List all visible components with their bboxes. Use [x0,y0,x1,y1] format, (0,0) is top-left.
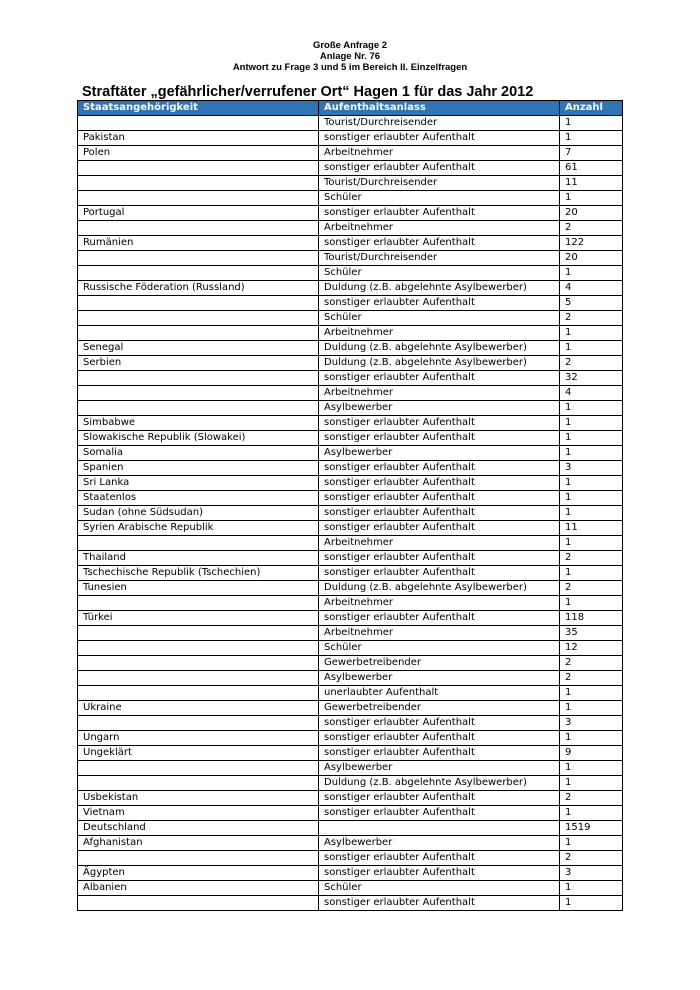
cell-nationality [78,641,319,656]
table-row [78,146,623,161]
cell-residence-reason: sonstiger erlaubter Aufenthalt [319,806,560,821]
table-row [78,386,623,401]
cell-count: 1519 [560,821,623,836]
cell-nationality [78,776,319,791]
cell-count: 2 [560,656,623,671]
cell-residence-reason: Asylbewerber [319,761,560,776]
cell-count: 1 [560,341,623,356]
table-row [78,416,623,431]
table-row [78,131,623,146]
cell-nationality: Russische Föderation (Russland) [78,281,319,296]
table-row [78,716,623,731]
table-row [78,701,623,716]
cell-residence-reason: sonstiger erlaubter Aufenthalt [319,416,560,431]
table-row [78,176,623,191]
cell-count: 2 [560,311,623,326]
cell-residence-reason: sonstiger erlaubter Aufenthalt [319,851,560,866]
table-row [78,686,623,701]
cell-count: 1 [560,881,623,896]
table-row [78,536,623,551]
cell-residence-reason: sonstiger erlaubter Aufenthalt [319,461,560,476]
table-row [78,566,623,581]
cell-count: 32 [560,371,623,386]
cell-residence-reason: Tourist/Durchreisender [319,251,560,266]
cell-nationality: Albanien [78,881,319,896]
cell-nationality [78,266,319,281]
cell-residence-reason: Duldung (z.B. abgelehnte Asylbewerber) [319,341,560,356]
cell-residence-reason: sonstiger erlaubter Aufenthalt [319,521,560,536]
cell-count: 1 [560,131,623,146]
table-row [78,821,623,836]
cell-count: 5 [560,296,623,311]
table-row [78,371,623,386]
table-row [78,191,623,206]
cell-residence-reason: Arbeitnehmer [319,596,560,611]
cell-nationality: Ukraine [78,701,319,716]
cell-nationality [78,161,319,176]
cell-nationality [78,656,319,671]
cell-count: 1 [560,896,623,911]
cell-count: 1 [560,431,623,446]
table-row [78,761,623,776]
header-line-inquiry: Große Anfrage 2 [312,40,388,51]
cell-count: 3 [560,461,623,476]
cell-count: 7 [560,146,623,161]
cell-nationality [78,851,319,866]
cell-residence-reason: sonstiger erlaubter Aufenthalt [319,371,560,386]
cell-count: 3 [560,716,623,731]
cell-count: 2 [560,356,623,371]
cell-count: 4 [560,386,623,401]
table-row [78,491,623,506]
cell-residence-reason: Arbeitnehmer [319,386,560,401]
cell-count: 1 [560,686,623,701]
table-row [78,581,623,596]
cell-nationality: Pakistan [78,131,319,146]
cell-nationality: Slowakische Republik (Slowakei) [78,431,319,446]
cell-residence-reason: Asylbewerber [319,446,560,461]
cell-residence-reason: Arbeitnehmer [319,221,560,236]
cell-residence-reason: sonstiger erlaubter Aufenthalt [319,236,560,251]
cell-nationality: Vietnam [78,806,319,821]
table-row [78,521,623,536]
cell-residence-reason: Schüler [319,266,560,281]
cell-nationality: Afghanistan [78,836,319,851]
cell-nationality: Tunesien [78,581,319,596]
cell-nationality: Syrien Arabische Republik [78,521,319,536]
cell-count: 1 [560,506,623,521]
cell-nationality [78,596,319,611]
cell-nationality [78,761,319,776]
cell-residence-reason: sonstiger erlaubter Aufenthalt [319,491,560,506]
cell-residence-reason: Schüler [319,311,560,326]
cell-count: 1 [560,596,623,611]
cell-residence-reason: Duldung (z.B. abgelehnte Asylbewerber) [319,356,560,371]
cell-nationality [78,716,319,731]
column-header-count: Anzahl [560,101,623,116]
cell-nationality: Serbien [78,356,319,371]
cell-nationality [78,386,319,401]
cell-count: 3 [560,866,623,881]
table-row [78,431,623,446]
table-row [78,206,623,221]
table-body [78,116,623,911]
header-line-answer: Antwort zu Frage 3 und 5 im Bereich II. Einzelfragen [232,62,468,73]
table-row [78,596,623,611]
cell-count: 122 [560,236,623,251]
cell-residence-reason: sonstiger erlaubter Aufenthalt [319,476,560,491]
cell-count: 1 [560,266,623,281]
table-row [78,401,623,416]
table-row [78,311,623,326]
cell-nationality: Portugal [78,206,319,221]
cell-count: 35 [560,626,623,641]
cell-residence-reason: sonstiger erlaubter Aufenthalt [319,731,560,746]
cell-count: 1 [560,536,623,551]
cell-count: 2 [560,791,623,806]
cell-count: 118 [560,611,623,626]
column-header-nationality: Staatsangehörigkeit [78,101,319,116]
cell-nationality [78,176,319,191]
cell-count: 1 [560,731,623,746]
column-header-residence-reason: Aufenthaltsanlass [319,101,560,116]
cell-residence-reason: Schüler [319,641,560,656]
cell-count: 20 [560,251,623,266]
table-row [78,611,623,626]
cell-residence-reason: sonstiger erlaubter Aufenthalt [319,296,560,311]
cell-nationality: Sudan (ohne Südsudan) [78,506,319,521]
cell-nationality [78,311,319,326]
cell-count: 1 [560,326,623,341]
cell-nationality: Ungarn [78,731,319,746]
document-header [0,40,700,73]
table-row [78,356,623,371]
cell-residence-reason: Tourist/Durchreisender [319,116,560,131]
cell-residence-reason: unerlaubter Aufenthalt [319,686,560,701]
cell-residence-reason: sonstiger erlaubter Aufenthalt [319,161,560,176]
cell-residence-reason: Schüler [319,881,560,896]
cell-residence-reason: sonstiger erlaubter Aufenthalt [319,131,560,146]
cell-residence-reason: Asylbewerber [319,401,560,416]
cell-nationality [78,116,319,131]
cell-count: 1 [560,836,623,851]
table-row [78,896,623,911]
cell-nationality [78,371,319,386]
table-row [78,836,623,851]
table-row [78,266,623,281]
cell-residence-reason: sonstiger erlaubter Aufenthalt [319,431,560,446]
table-row [78,776,623,791]
cell-nationality: Usbekistan [78,791,319,806]
cell-residence-reason [319,821,560,836]
table-row [78,251,623,266]
cell-count: 12 [560,641,623,656]
cell-nationality: Ungeklärt [78,746,319,761]
cell-count: 11 [560,176,623,191]
cell-residence-reason: Asylbewerber [319,671,560,686]
cell-count: 1 [560,806,623,821]
cell-residence-reason: Arbeitnehmer [319,626,560,641]
cell-count: 1 [560,446,623,461]
cell-residence-reason: Arbeitnehmer [319,326,560,341]
table-row [78,656,623,671]
cell-count: 2 [560,851,623,866]
cell-residence-reason: sonstiger erlaubter Aufenthalt [319,566,560,581]
table-row [78,506,623,521]
cell-residence-reason: Duldung (z.B. abgelehnte Asylbewerber) [319,281,560,296]
table-row [78,221,623,236]
cell-nationality [78,401,319,416]
cell-count: 11 [560,521,623,536]
cell-nationality: Ägypten [78,866,319,881]
table-row [78,851,623,866]
cell-residence-reason: sonstiger erlaubter Aufenthalt [319,746,560,761]
cell-residence-reason: Asylbewerber [319,836,560,851]
cell-nationality [78,221,319,236]
cell-residence-reason: sonstiger erlaubter Aufenthalt [319,866,560,881]
table-row [78,296,623,311]
table-row [78,791,623,806]
cell-count: 2 [560,581,623,596]
cell-count: 1 [560,401,623,416]
cell-nationality [78,191,319,206]
table-row [78,446,623,461]
table-row [78,116,623,131]
table-row [78,881,623,896]
table-row [78,161,623,176]
table-header-row [78,101,623,116]
cell-count: 20 [560,206,623,221]
cell-nationality: Türkei [78,611,319,626]
table-row [78,626,623,641]
cell-residence-reason: Schüler [319,191,560,206]
cell-count: 61 [560,161,623,176]
table-row [78,281,623,296]
table-row [78,746,623,761]
table-row [78,671,623,686]
offender-table [77,100,623,911]
cell-nationality [78,326,319,341]
cell-nationality [78,896,319,911]
cell-residence-reason: sonstiger erlaubter Aufenthalt [319,716,560,731]
cell-count: 2 [560,671,623,686]
cell-count: 9 [560,746,623,761]
table-row [78,461,623,476]
cell-count: 2 [560,221,623,236]
cell-count: 1 [560,761,623,776]
cell-nationality: Polen [78,146,319,161]
cell-residence-reason: Duldung (z.B. abgelehnte Asylbewerber) [319,776,560,791]
cell-nationality: Sri Lanka [78,476,319,491]
cell-count: 4 [560,281,623,296]
cell-residence-reason: Arbeitnehmer [319,146,560,161]
cell-residence-reason: sonstiger erlaubter Aufenthalt [319,506,560,521]
table-row [78,476,623,491]
cell-nationality: Rumänien [78,236,319,251]
cell-count: 1 [560,476,623,491]
cell-count: 1 [560,491,623,506]
cell-count: 1 [560,776,623,791]
cell-nationality: Simbabwe [78,416,319,431]
cell-nationality: Thailand [78,551,319,566]
table-row [78,806,623,821]
table-row [78,326,623,341]
cell-nationality: Senegal [78,341,319,356]
table-row [78,341,623,356]
header-line-attachment: Anlage Nr. 76 [319,51,381,62]
cell-count: 1 [560,701,623,716]
cell-count: 1 [560,191,623,206]
cell-residence-reason: Gewerbetreibender [319,701,560,716]
cell-nationality: Tschechische Republik (Tschechien) [78,566,319,581]
cell-nationality [78,251,319,266]
cell-residence-reason: sonstiger erlaubter Aufenthalt [319,611,560,626]
table-row [78,236,623,251]
page-title: Straftäter „gefährlicher/verrufener Ort“ Hagen 1 für das Jahr 2012 [82,84,534,100]
cell-nationality [78,671,319,686]
cell-residence-reason: sonstiger erlaubter Aufenthalt [319,791,560,806]
table-row [78,551,623,566]
cell-count: 1 [560,116,623,131]
cell-nationality: Deutschland [78,821,319,836]
cell-nationality [78,536,319,551]
table-row [78,641,623,656]
cell-residence-reason: Duldung (z.B. abgelehnte Asylbewerber) [319,581,560,596]
cell-count: 2 [560,551,623,566]
cell-residence-reason: sonstiger erlaubter Aufenthalt [319,206,560,221]
cell-nationality [78,626,319,641]
cell-residence-reason: Tourist/Durchreisender [319,176,560,191]
cell-count: 1 [560,416,623,431]
cell-residence-reason: Arbeitnehmer [319,536,560,551]
cell-nationality: Staatenlos [78,491,319,506]
cell-residence-reason: Gewerbetreibender [319,656,560,671]
cell-nationality: Somalia [78,446,319,461]
cell-nationality [78,296,319,311]
table-row [78,731,623,746]
cell-residence-reason: sonstiger erlaubter Aufenthalt [319,896,560,911]
table-row [78,866,623,881]
cell-residence-reason: sonstiger erlaubter Aufenthalt [319,551,560,566]
cell-count: 1 [560,566,623,581]
cell-nationality: Spanien [78,461,319,476]
cell-nationality [78,686,319,701]
